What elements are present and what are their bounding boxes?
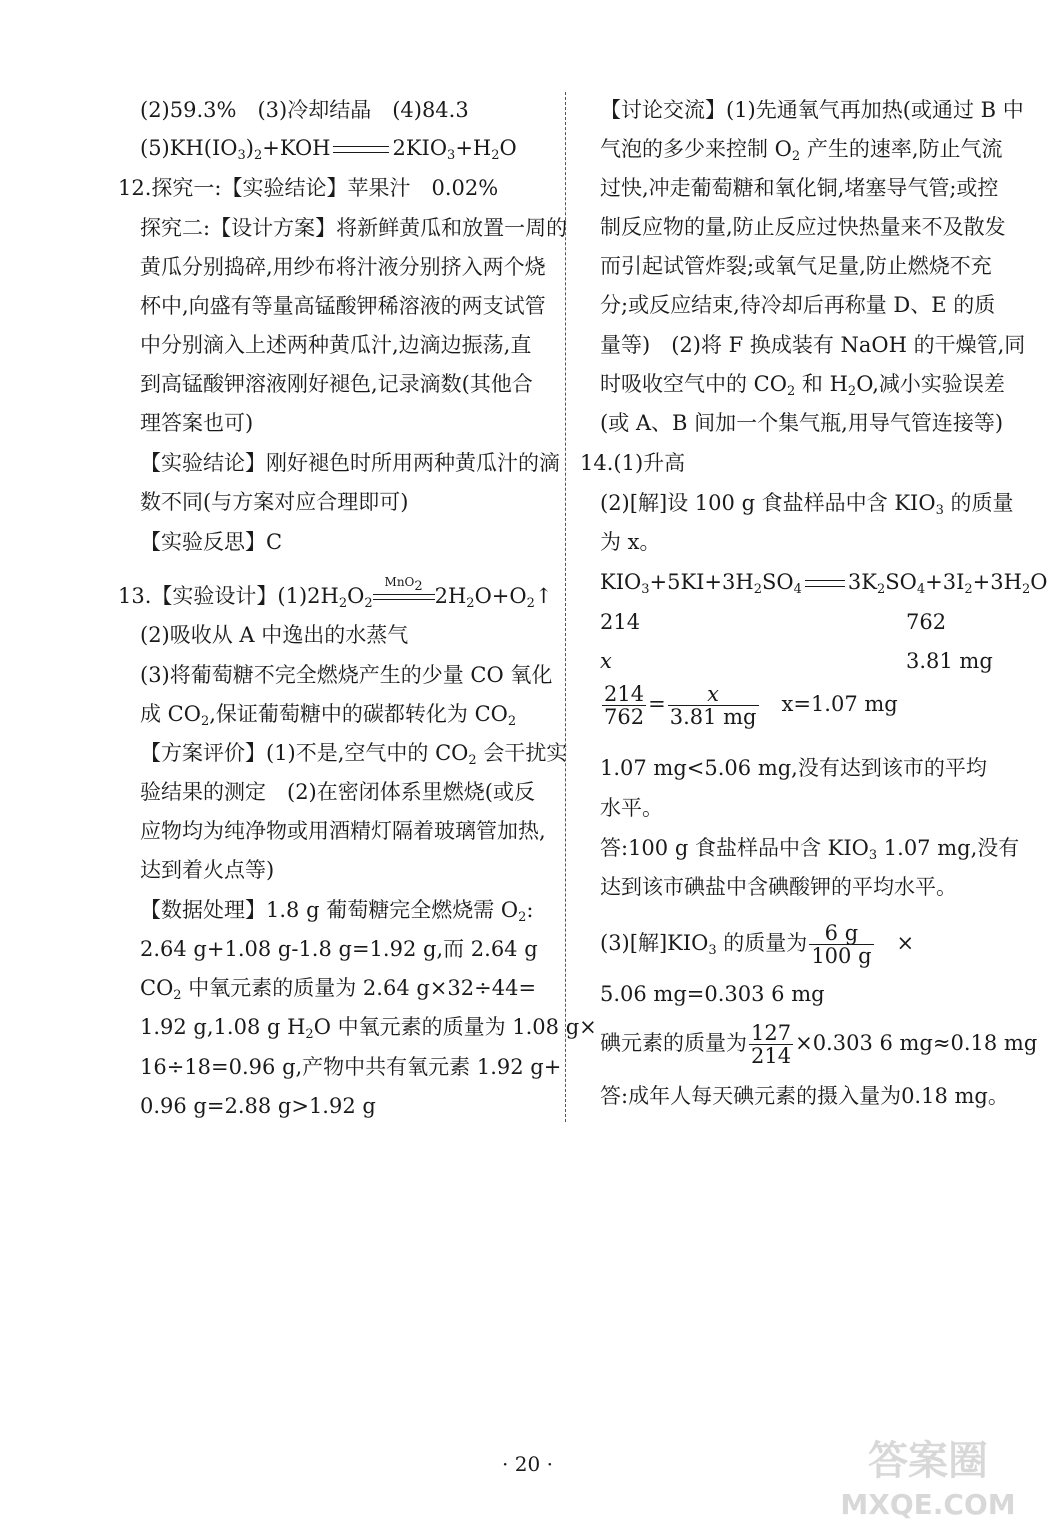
question-12-line-9: 数不同(与方案对应合理即可)	[140, 490, 409, 514]
question-13-line-3: (3)将葡萄糖不完全燃烧产生的少量 CO 氧化	[140, 663, 553, 687]
molar-mass-iodine: 762	[906, 610, 947, 634]
column-divider	[565, 92, 566, 1122]
question-13-equation: 13.【实验设计】$(1)2H_2O_2$ MnO$_2$ $2H_2O+O_2↑$	[118, 574, 553, 611]
molar-mass-kio3: 214	[600, 610, 641, 634]
question-12-line-3: 黄瓜分别捣碎,用纱布将汁液分别挤入两个烧	[140, 255, 546, 279]
question-13-line-10: 2.64 g+1.08 g-1.8 g=1.92 g,而 2.64 g	[140, 937, 538, 961]
question-12-line-10: 【实验反思】C	[140, 530, 283, 554]
answer-line-1: 答:100 g 食盐样品中含 $KIO_3$ 1.07 mg,没有	[600, 836, 1020, 863]
answer-line-2: 达到该市碘盐中含碘酸钾的平均水平。	[600, 875, 957, 899]
question-13-line-11: $CO_2$ 中氧元素的质量为 2.64 g×32÷44=	[140, 976, 537, 1003]
unknown-x: x	[600, 649, 612, 673]
question-13-line-9: 【数据处理】1.8 g 葡萄糖完全燃烧需 $O_2$:	[140, 898, 534, 925]
question-12-line-4: 杯中,向盛有等量高锰酸钾稀溶液的两支试管	[140, 294, 546, 318]
fraction-x-381: $\frac{x}{3.81 mg}$	[669, 682, 757, 729]
question-12-line-6: 到高锰酸钾溶液刚好褪色,记录滴数(其他合	[140, 372, 533, 396]
part-3-line-1: (3)[解]$KIO_3$ 的质量为 $\frac{6 g}{100 g}$ ×	[600, 921, 915, 968]
discussion-line-6: 分;或反应结束,待冷却后再称量 D、E 的质	[600, 293, 996, 317]
equals-sign	[333, 146, 389, 153]
discussion-line-1: 【讨论交流】(1)先通氧气再加热(或通过 B 中	[600, 98, 1024, 122]
question-13-line-12: 1.92 g,1.08 g $H_2O$ 中氧元素的质量为 1.08 g×	[140, 1015, 597, 1042]
question-14-line-3: 为 x。	[600, 530, 661, 554]
proportion-equation: $\frac{214}{762}$ = $\frac{x}{3.81 mg}$ x=1.07 mg	[604, 682, 898, 729]
answer-11-line-1: (2)59.3% (3)冷却结晶 (4)84.3	[140, 98, 469, 122]
answer-11-equation: $(5)KH(IO_3)_2+KOH$ $2KIO_3+H_2O$	[140, 136, 517, 163]
question-12-line-2: 探究二:【设计方案】将新鲜黄瓜和放置一周的	[140, 216, 568, 240]
discussion-line-5: 而引起试管炸裂;或氧气足量,防止燃烧不充	[600, 254, 992, 278]
question-14-line-1: 14.(1)升高	[580, 451, 686, 475]
discussion-line-4: 制反应物的量,防止反应过快热量来不及散发	[600, 215, 1006, 239]
comparison-line-2: 水平。	[600, 796, 663, 820]
comparison-line-1: 1.07 mg<5.06 mg,没有达到该市的平均	[600, 756, 987, 780]
question-13-line-8: 达到着火点等)	[140, 858, 275, 882]
catalyst-equals-sign: MnO$_2$	[373, 588, 435, 608]
question-13-line-13: 16÷18=0.96 g,产物中共有氧元素 1.92 g+	[140, 1055, 562, 1079]
watermark-top-text: 答案圈	[868, 1438, 988, 1484]
final-answer: 答:成年人每天碘元素的摄入量为0.18 mg。	[600, 1084, 1009, 1108]
question-13-line-2: (2)吸收从 A 中逸出的水蒸气	[140, 623, 409, 647]
question-12-line-8: 【实验结论】刚好褪色时所用两种黄瓜汁的滴	[140, 451, 560, 475]
question-12-line-1: 12.探究一:【实验结论】苹果汁 0.02%	[118, 176, 499, 200]
reaction-equation: $KIO_3+5KI+3H_2SO_4$ $3K_2SO_4+3I_2+3H_2O$	[600, 570, 1048, 597]
question-14-line-2: (2)[解]设 100 g 食盐样品中含 $KIO_3$ 的质量	[600, 491, 1014, 518]
discussion-line-7: 量等) (2)将 F 换成装有 NaOH 的干燥管,同	[600, 333, 1026, 357]
known-mass: 3.81 mg	[906, 649, 993, 673]
discussion-line-2: 气泡的多少来控制 $O_2$ 产生的速率,防止气流	[600, 137, 1003, 164]
question-13-line-14: 0.96 g=2.88 g>1.92 g	[140, 1094, 376, 1118]
discussion-line-8: 时吸收空气中的 $CO_2$ 和 $H_2O$,减小实验误差	[600, 372, 1005, 399]
fraction-214-762: $\frac{214}{762}$	[604, 682, 645, 729]
discussion-line-9: (或 A、B 间加一个集气瓶,用导气管连接等)	[600, 411, 1004, 435]
page-number: · 20 ·	[502, 1452, 553, 1476]
part-3-line-2: 5.06 mg=0.303 6 mg	[600, 982, 825, 1006]
equals-sign	[805, 580, 845, 587]
discussion-line-3: 过快,冲走葡萄糖和氧化铜,堵塞导气管;或控	[600, 176, 999, 200]
watermark-logo	[823, 1430, 1033, 1522]
question-13-line-4: 成 $CO_2$,保证葡萄糖中的碳都转化为 $CO_2$	[140, 702, 517, 729]
fraction-6g-100g: $\frac{6 g}{100 g}$	[811, 921, 872, 968]
question-13-line-7: 应物均为纯净物或用酒精灯隔着玻璃管加热,	[140, 819, 546, 843]
question-12-line-7: 理答案也可)	[140, 411, 254, 435]
question-13-line-5: 【方案评价】(1)不是,空气中的 $CO_2$ 会干扰实	[140, 741, 568, 768]
question-12-line-5: 中分别滴入上述两种黄瓜汁,边滴边振荡,直	[140, 333, 532, 357]
question-13-line-6: 验结果的测定 (2)在密闭体系里燃烧(或反	[140, 780, 535, 804]
iodine-mass-line: 碘元素的质量为 $\frac{127}{214}$ ×0.303 6 mg≈0.18 mg	[600, 1021, 1038, 1068]
watermark-bottom-text: MXQE.COM	[840, 1488, 1016, 1521]
fraction-127-214: $\frac{127}{214}$	[751, 1021, 792, 1068]
